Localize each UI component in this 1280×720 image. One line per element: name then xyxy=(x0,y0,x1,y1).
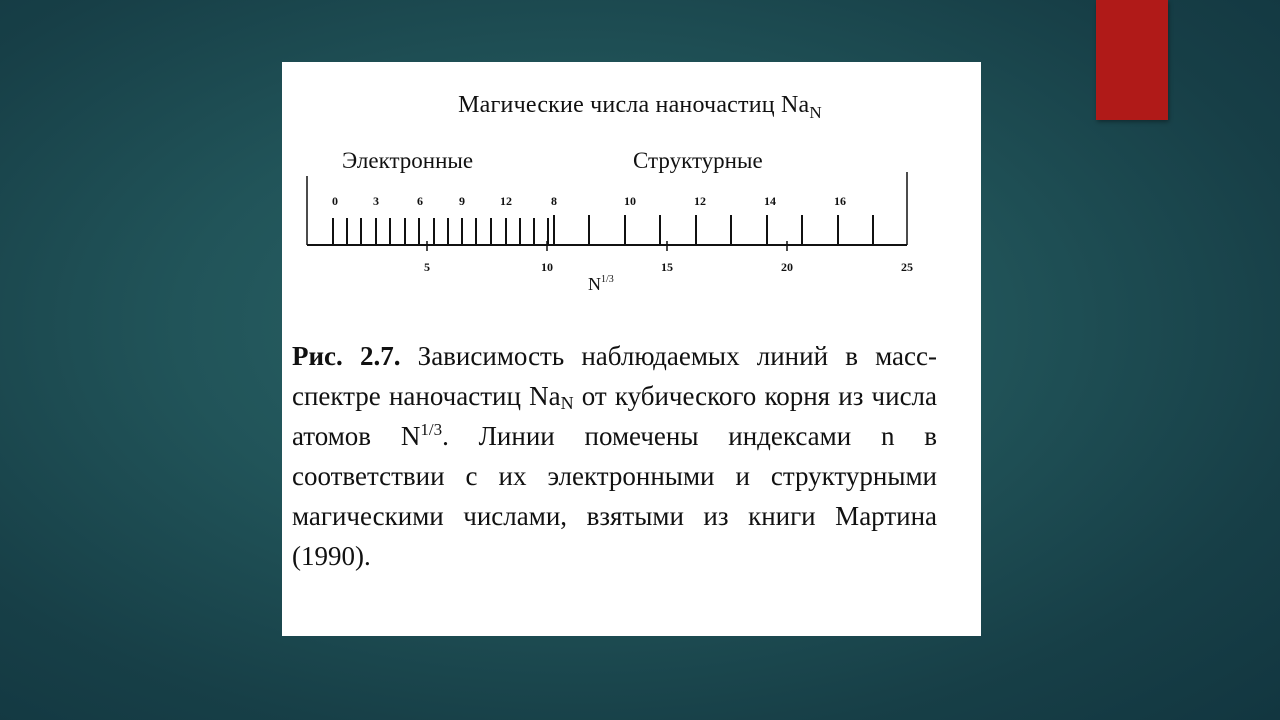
index-label-12b: 12 xyxy=(694,194,706,208)
index-label-12: 12 xyxy=(500,194,512,208)
index-label-0: 0 xyxy=(332,194,338,208)
index-label-3: 3 xyxy=(373,194,379,208)
axis-tick-label-25: 25 xyxy=(901,260,913,274)
diagram-title-subscript: N xyxy=(809,103,822,122)
caption-text-3: . Линии помечены индексами n в соответствии с их электронными и структурными магическими числами, взятыми из книги Мартина (1990). xyxy=(292,421,937,571)
axis-tick-label-20: 20 xyxy=(781,260,793,274)
index-label-16: 16 xyxy=(834,194,846,208)
axis-label xyxy=(588,274,614,294)
index-label-14: 14 xyxy=(764,194,776,208)
caption-superscript: 1/3 xyxy=(420,420,443,439)
axis-tick-label-5: 5 xyxy=(424,260,430,274)
figure-caption xyxy=(292,336,937,576)
caption-subscript: N xyxy=(560,393,574,413)
caption-figure-ref: Рис. 2.7. xyxy=(292,341,401,371)
axis-tick-label-15: 15 xyxy=(661,260,673,274)
axis-label-superscript: 1/3 xyxy=(601,274,614,285)
group-label-structural: Структурные xyxy=(633,148,763,173)
axis-label-main: N xyxy=(588,274,601,294)
index-label-9: 9 xyxy=(459,194,465,208)
index-label-8: 8 xyxy=(551,194,557,208)
caption-text-1: Зависимость наблюдаемых линий в масс-спектре наночастиц Na xyxy=(292,341,937,411)
group-label-electronic: Электронные xyxy=(342,148,474,173)
index-label-10: 10 xyxy=(624,194,636,208)
diagram-title-main: Магические числа наночастиц Na xyxy=(458,92,810,118)
index-label-6: 6 xyxy=(417,194,423,208)
caption-text-2: от кубического корня из числа атомов N xyxy=(292,381,938,451)
axis-tick-label-10: 10 xyxy=(541,260,553,274)
